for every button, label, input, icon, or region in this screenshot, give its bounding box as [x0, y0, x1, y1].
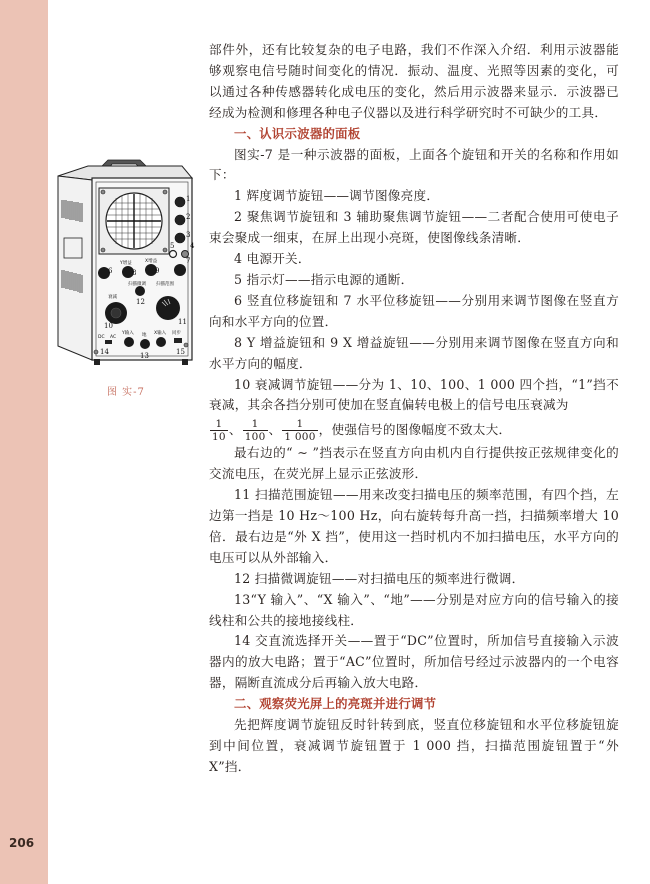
fraction-1-10: $\frac{1}{10}$	[212, 418, 226, 444]
svg-text:DC: DC	[98, 335, 105, 340]
svg-text:Y输入: Y输入	[122, 331, 134, 336]
svg-text:10: 10	[104, 322, 113, 330]
label-3: 3	[186, 231, 191, 239]
svg-text:5: 5	[170, 242, 175, 250]
item-4: 4 电源开关．	[234, 251, 311, 267]
fraction-tail: 使强信号的图像幅度不致太大．	[331, 422, 512, 438]
svg-text:8: 8	[132, 269, 137, 277]
item-1: 1 辉度调节旋钮——调节图像亮度．	[234, 188, 440, 204]
item-13: 13“Y 输入”、“X 输入”、“地”——分别是对应方向的信号输入的接线柱和公共的接地接线柱．	[209, 591, 619, 628]
oscilloscope-illustration	[52, 158, 198, 366]
section-heading-2: 二、观察荧光屏上的亮斑并进行调节	[234, 696, 437, 712]
svg-text:扫描范围: 扫描范围	[156, 282, 174, 287]
item-10: 10 衰减调节旋钮——分为 1、10、100、1 000 四个挡，“1”挡不衰减，其余各挡分别可使加在竖直偏转电极上的信号电压衰减为	[209, 376, 619, 413]
svg-text:6: 6	[108, 267, 113, 275]
svg-text:同步: 同步	[172, 331, 181, 336]
page-number: 206	[9, 836, 35, 850]
section1-lead: 图实-7 是一种示波器的面板，上面各个旋钮和开关的名称和作用如下：	[209, 146, 619, 183]
item-5: 5 指示灯——指示电源的通断．	[234, 271, 414, 287]
label-1: 1	[186, 195, 191, 203]
svg-text:Y增益: Y增益	[120, 261, 132, 266]
svg-text:4: 4	[190, 242, 195, 250]
fraction-1-100: $\frac{1}{100}$	[244, 418, 266, 444]
item-6-7: 6 竖直位移旋钮和 7 水平位移旋钮——分别用来调节图像在竖直方向和水平方向的位置．	[209, 292, 619, 329]
svg-text:12: 12	[136, 298, 145, 306]
svg-text:AC: AC	[110, 335, 117, 340]
item-14: 14 交直流选择开关——置于“DC”位置时，所加信号直接输入示波器内的放大电路；置于“AC”位置时，所加信号经过示波器内的一个电容器，隔断直流成分后再输入放大电路．	[209, 633, 619, 691]
item-11: 11 扫描范围旋钮——用来改变扫描电压的频率范围，有四个挡，左边第一挡是 10 Hz～100 Hz，向右旋转每升高一挡，扫描频率增大 10 倍．最右边是“外 X 挡”，使用这一挡时机内不加扫描电压，水平方向的电压可以从外部输入．	[209, 487, 619, 565]
svg-text:地: 地	[142, 333, 147, 338]
svg-text:14: 14	[100, 348, 109, 356]
page-margin-strip	[0, 0, 48, 884]
svg-text:9: 9	[155, 267, 160, 275]
sine-wave-note: 最右边的“ ∼ ”挡表示在竖直方向由机内自行提供按正弦规律变化的交流电压，在荧光屏上显示正弦波形．	[209, 445, 619, 482]
svg-text:15: 15	[176, 348, 185, 356]
label-2: 2	[186, 213, 191, 221]
svg-text:衰减: 衰减	[108, 295, 117, 300]
body-text	[209, 40, 619, 778]
item-12: 12 扫描微调旋钮——对扫描电压的频率进行微调．	[234, 570, 525, 586]
figure-caption: 图 实-7	[107, 387, 145, 398]
svg-text:X增益: X增益	[145, 259, 158, 264]
oscilloscope-figure	[52, 158, 198, 366]
svg-text:11: 11	[178, 318, 187, 326]
section-heading-1: 一、认识示波器的面板	[234, 125, 361, 141]
svg-text:扫描微调: 扫描微调	[128, 282, 146, 287]
svg-text:X输入: X输入	[154, 331, 167, 336]
attenuation-fractions: $\frac{1}{10}$ 、 $\frac{1}{100}$ 、 $\frac{1}{1 000}$ ，使强信号的图像幅度不致太大．	[212, 418, 512, 444]
section2-body: 先把辉度调节旋钮反时针转到底，竖直位移旋钮和水平位移旋钮旋到中间位置，衰减调节旋钮置于 1 000 挡，扫描范围旋钮置于“外 X”挡．	[209, 717, 619, 774]
intro-paragraph: 部件外，还有比较复杂的电子电路，我们不作深入介绍．利用示波器能够观察电信号随时间变化的情况．振动、温度、光照等因素的变化，可以通过各种传感器转化成电压的变化，然后用示波器来显示．示波器已经成为检测和修理各种电子仪器以及进行科学研究时不可缺少的工具．	[209, 42, 619, 120]
item-8-9: 8 Y 增益旋钮和 9 X 增益旋钮——分别用来调节图像在竖直方向和水平方向的幅度．	[209, 334, 619, 371]
svg-text:7: 7	[186, 257, 191, 265]
svg-text:13: 13	[140, 352, 149, 360]
item-2-3: 2 聚焦调节旋钮和 3 辅助聚焦调节旋钮——二者配合使用可使电子束会聚成一细束，在屏上出现小亮斑，使图像线条清晰．	[209, 209, 619, 246]
fraction-1-1000: $\frac{1}{1 000}$	[284, 418, 316, 444]
